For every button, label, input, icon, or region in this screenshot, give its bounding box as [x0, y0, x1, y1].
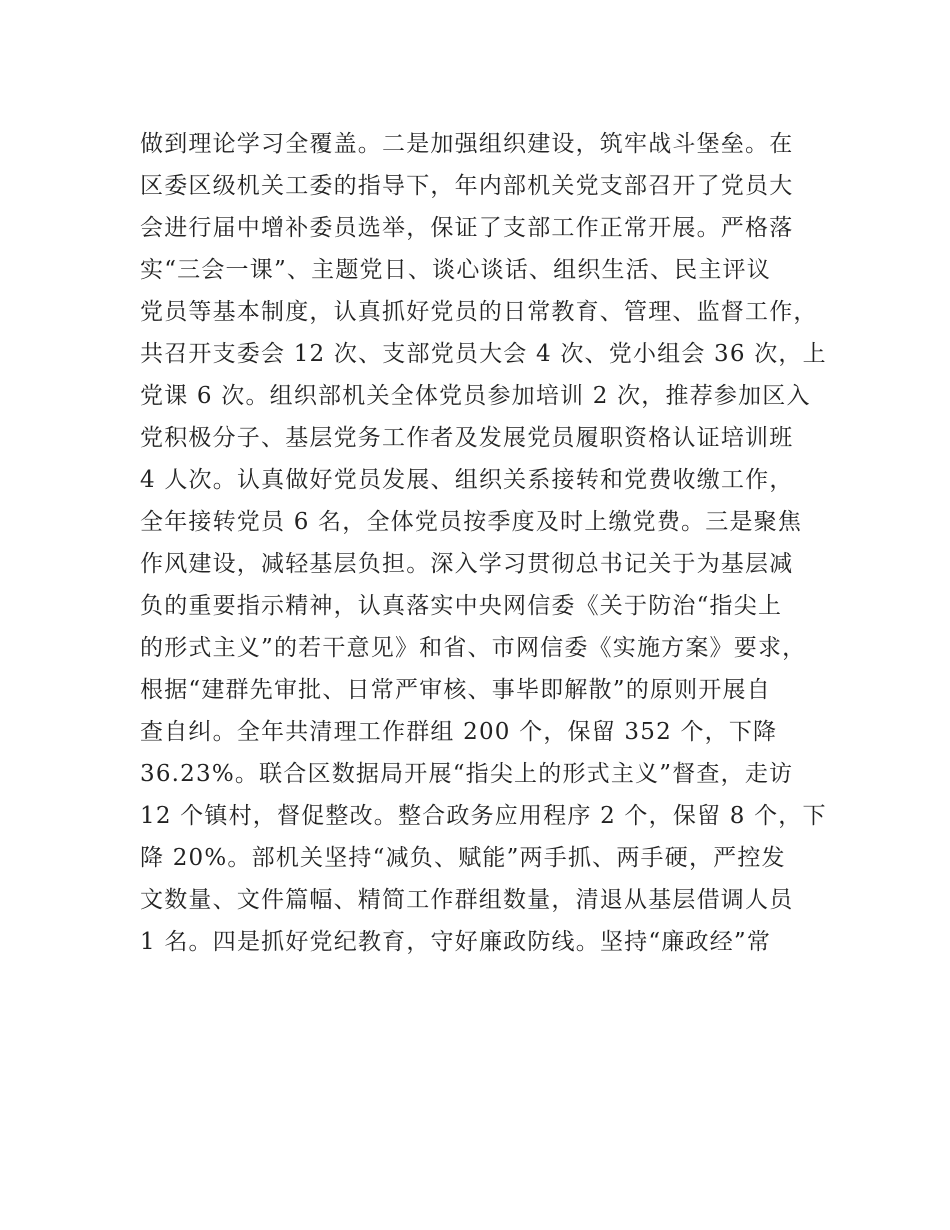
text-line: 根据“建群先审批、日常严审核、事毕即解散”的原则开展自	[140, 677, 771, 703]
text-line: 的形式主义”的若干意见》和省、市网信委《实施方案》要求，	[140, 635, 807, 661]
body-text	[140, 123, 840, 963]
text-line: 作风建设，减轻基层负担。深入学习贯彻总书记关于为基层减	[140, 551, 794, 577]
text-line: 做到理论学习全覆盖。二是加强组织建设，筑牢战斗堡垒。在	[140, 131, 794, 157]
text-line: 文数量、文件篇幅、精简工作群组数量，清退从基层借调人员	[140, 887, 794, 913]
text-line: 全年接转党员 6 名，全体党员按季度及时上缴党费。三是聚焦	[140, 509, 803, 535]
text-line: 查自纠。全年共清理工作群组 200 个，保留 352 个，下降	[140, 719, 778, 745]
text-line: 会进行届中增补委员选举，保证了支部工作正常开展。严格落	[140, 215, 794, 241]
text-line: 12 个镇村，督促整改。整合政务应用程序 2 个，保留 8 个，下	[140, 803, 827, 829]
text-line: 党积极分子、基层党务工作者及发展党员履职资格认证培训班	[140, 425, 794, 451]
text-line: 4 人次。认真做好党员发展、组织关系接转和党费收缴工作，	[140, 467, 794, 493]
text-line: 区委区级机关工委的指导下，年内部机关党支部召开了党员大	[140, 173, 794, 199]
text-line: 共召开支委会 12 次、支部党员大会 4 次、党小组会 36 次，上	[140, 341, 827, 367]
text-line: 党课 6 次。组织部机关全体党员参加培训 2 次，推荐参加区入	[140, 383, 811, 409]
text-line: 1 名。四是抓好党纪教育，守好廉政防线。坚持“廉政经”常	[140, 929, 772, 955]
text-line: 36.23%。联合区数据局开展“指尖上的形式主义”督查，走访	[140, 761, 794, 787]
text-line: 党员等基本制度，认真抓好党员的日常教育、管理、监督工作，	[140, 299, 818, 325]
text-line: 负的重要指示精神，认真落实中央网信委《关于防治“指尖上	[140, 593, 783, 619]
text-line: 实“三会一课”、主题党日、谈心谈话、组织生活、民主评议	[140, 257, 771, 283]
text-line: 降 20%。部机关坚持“减负、赋能”两手抓、两手硬，严控发	[140, 845, 786, 871]
